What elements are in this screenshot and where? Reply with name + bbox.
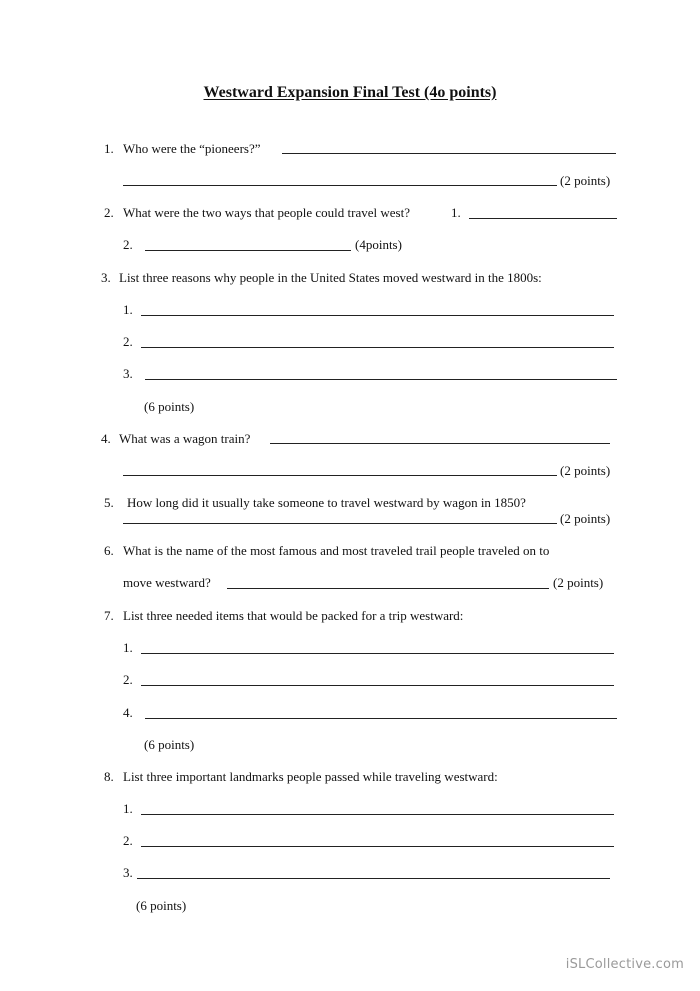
question-3-item-2-label: 2.: [123, 334, 133, 349]
question-7-points: (6 points): [144, 737, 195, 752]
question-1-points: (2 points): [560, 173, 611, 188]
question-2-answer-line-1[interactable]: [469, 218, 617, 219]
question-2-sub-2-label: 2.: [123, 237, 133, 252]
question-3-text: List three reasons why people in the United States moved westward in the 1800s:: [119, 270, 542, 285]
question-6-points: (2 points): [553, 575, 604, 590]
question-7-item-3-label: 4.: [123, 705, 133, 720]
question-8-answer-line-1[interactable]: [141, 814, 614, 815]
question-4-points: (2 points): [560, 463, 611, 478]
question-2-number: 2.: [104, 205, 114, 220]
question-8-item-1-label: 1.: [123, 801, 133, 816]
question-3-number: 3.: [101, 270, 111, 285]
question-8-answer-line-3[interactable]: [137, 878, 610, 879]
question-7-item-2-label: 2.: [123, 672, 133, 687]
question-3-points: (6 points): [144, 399, 195, 414]
question-5-points: (2 points): [560, 511, 611, 526]
question-6-number: 6.: [104, 543, 114, 558]
question-7-text: List three needed items that would be packed for a trip westward:: [123, 608, 464, 623]
question-1-answer-line-2[interactable]: [123, 185, 557, 186]
question-1-answer-line-1[interactable]: [282, 153, 616, 154]
question-5-number: 5.: [104, 495, 114, 510]
question-2-text: What were the two ways that people could travel west?: [123, 205, 410, 220]
question-5-text: How long did it usually take someone to travel westward by wagon in 1850?: [127, 495, 526, 510]
question-8-answer-line-2[interactable]: [141, 846, 614, 847]
watermark: iSLCollective.com: [565, 957, 684, 972]
question-3-item-1-label: 1.: [123, 302, 133, 317]
question-7-number: 7.: [104, 608, 114, 623]
question-8-text: List three important landmarks people passed while traveling westward:: [123, 769, 498, 784]
question-5-answer-line[interactable]: [123, 523, 557, 524]
question-3-answer-line-2[interactable]: [141, 347, 614, 348]
page-title: Westward Expansion Final Test (4o points): [203, 84, 497, 101]
question-8-item-3-label: 3.: [123, 865, 133, 880]
question-8-points: (6 points): [136, 898, 187, 913]
question-2-sub-1-label: 1.: [451, 205, 461, 220]
question-4-text: What was a wagon train?: [119, 431, 251, 446]
question-2-answer-line-2[interactable]: [145, 250, 351, 251]
question-4-number: 4.: [101, 431, 111, 446]
question-1-text: Who were the “pioneers?”: [123, 141, 261, 156]
question-3-item-3-label: 3.: [123, 366, 133, 381]
question-1-number: 1.: [104, 141, 114, 156]
question-7-answer-line-2[interactable]: [141, 685, 614, 686]
question-4-answer-line-1[interactable]: [270, 443, 610, 444]
question-6-answer-line[interactable]: [227, 588, 549, 589]
question-6-text: What is the name of the most famous and most traveled trail people traveled on to: [123, 543, 550, 558]
question-2-points: (4points): [355, 237, 402, 252]
question-3-answer-line-3[interactable]: [145, 379, 617, 380]
question-7-answer-line-3[interactable]: [145, 718, 617, 719]
question-6-text-continued: move westward?: [123, 575, 211, 590]
question-8-number: 8.: [104, 769, 114, 784]
question-7-answer-line-1[interactable]: [141, 653, 614, 654]
question-4-answer-line-2[interactable]: [123, 475, 557, 476]
question-8-item-2-label: 2.: [123, 833, 133, 848]
question-7-item-1-label: 1.: [123, 640, 133, 655]
question-3-answer-line-1[interactable]: [141, 315, 614, 316]
